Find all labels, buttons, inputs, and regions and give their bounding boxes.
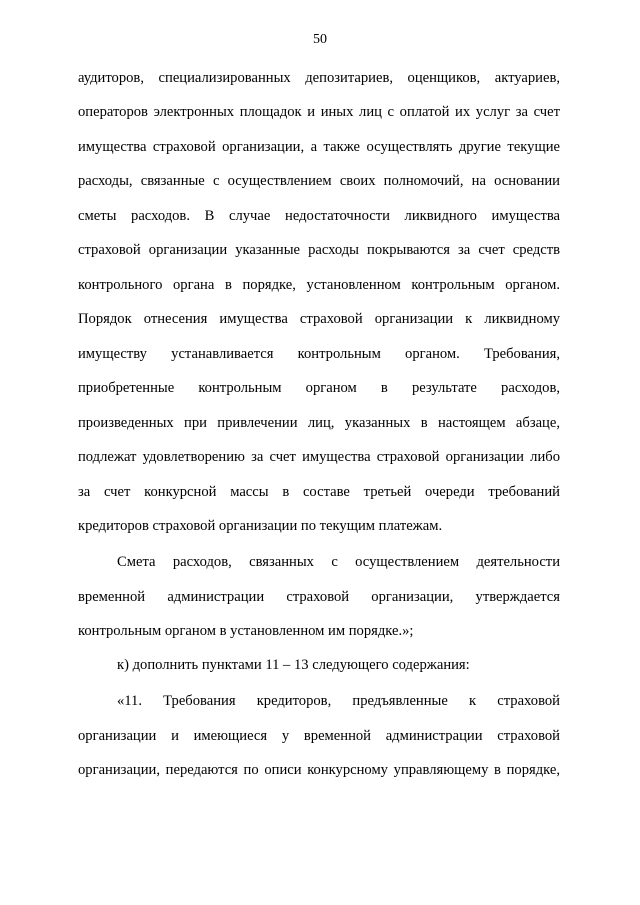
text-line: приобретенные контрольным органом в результате расходов,	[78, 380, 560, 396]
text-line: за счет конкурсной массы в составе третьей очереди требований	[78, 484, 560, 500]
text-line: имуществу устанавливается контрольным органом. Требования,	[78, 346, 560, 362]
text-line: Смета расходов, связанных с осуществлением деятельности	[117, 554, 560, 570]
text-line: организации, передаются по описи конкурсному управляющему в порядке,	[78, 762, 560, 778]
text-line: сметы расходов. В случае недостаточности ликвидного имущества	[78, 208, 560, 224]
text-line: расходы, связанные с осуществлением своих полномочий, на основании	[78, 173, 560, 189]
text-line: организации и имеющиеся у временной администрации страховой	[78, 728, 560, 744]
text-line: контрольного органа в порядке, установленном контрольным органом.	[78, 277, 560, 293]
text-line: аудиторов, специализированных депозитариев, оценщиков, актуариев,	[78, 70, 560, 86]
text-line: страховой организации указанные расходы покрываются за счет средств	[78, 242, 560, 258]
page-number: 50	[313, 32, 327, 47]
text-line: подлежат удовлетворению за счет имущества страховой организации либо	[78, 449, 560, 465]
text-line: временной администрации страховой организации, утверждается	[78, 589, 560, 605]
text-line: кредиторов страховой организации по текущим платежам.	[78, 518, 443, 534]
text-line: Порядок отнесения имущества страховой организации к ликвидному	[78, 311, 560, 327]
text-line: имущества страховой организации, а также осуществлять другие текущие	[78, 139, 560, 155]
text-line: контрольным органом в установленном им порядке.»;	[78, 623, 414, 639]
text-line: к) дополнить пунктами 11 – 13 следующего содержания:	[117, 657, 470, 673]
text-line: произведенных при привлечении лиц, указанных в настоящем абзаце,	[78, 415, 560, 431]
text-line: операторов электронных площадок и иных лиц с оплатой их услуг за счет	[78, 104, 560, 120]
text-line: «11. Требования кредиторов, предъявленные к страховой	[117, 693, 560, 709]
